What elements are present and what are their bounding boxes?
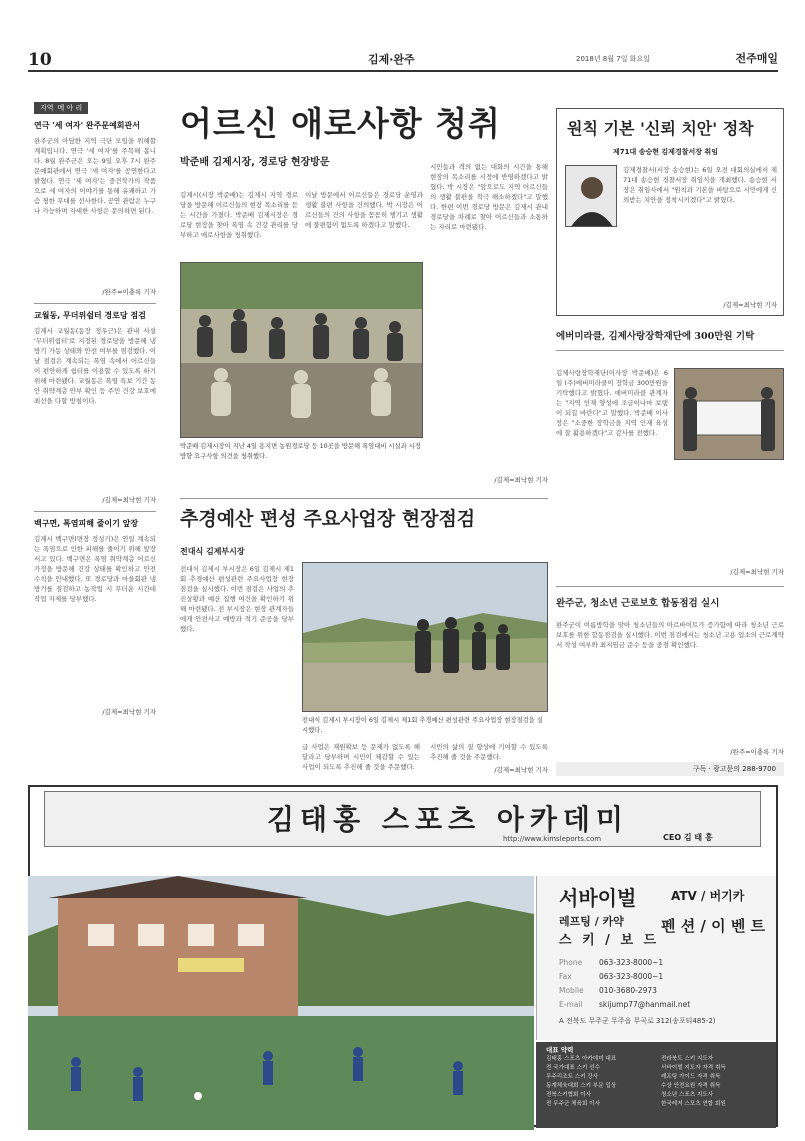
right-article <box>556 330 784 357</box>
career-item: 전 무주군 체육회 이사 <box>546 1101 600 1107</box>
career-column-b <box>661 1055 766 1109</box>
ad-rafting: 레프팅 / 카약 <box>559 915 624 928</box>
career-item: 무주리조트 스키 강사 <box>546 1074 599 1080</box>
ad-banner <box>44 791 761 847</box>
portrait-photo <box>565 165 617 227</box>
ad-fax: Fax 063-323-8000~1 <box>559 972 664 981</box>
article-body: 전대식 김제시 부시장은 6일 김제시 제1회 추경예산 편성관련 주요사업장 현장점검을 실시했다. 이번 점검은 사업의 추진상황과 예산 집행 여건을 확인하기 위해 마련됐다. 전 부시장은 현장 관계자들에게 안전사고 예방과 적기 준공을 당부했다. <box>180 565 294 633</box>
article-body: 김제경찰서(서장 송승현)는 6일 오전 대회의실에서 제71대 송승현 경찰서장 취임식을 개최했다. 송승현 서장은 취임사에서 "원칙과 기본을 바탕으로 시민에게 신뢰받는 치안을 정착시키겠다"고 밝혔다. <box>623 166 777 204</box>
memo-body: 완주군의 아담한 지역 극단 모임을 위해할 계획입니다. 연극 '세 여자'를 주목해 봅니다. 8월 완주군은 오는 9일 오후 7시 완주문예회관에서 연극 '세 여자'를 공연한다고 밝혔다. 연극 '세 여자'는 중견작가의 작품으로 세 여자의 이야기를 통해 유쾌하고 가슴 찡한 무대를 선사한다. 공연 관람은 누구나 가능하며 자세한 사항은 문의하면 된다. <box>34 136 156 215</box>
photo-caption: 박준배 김제시장이 지난 4일 용지면 농원경로당 등 10곳을 방문해 폭염대비 시설과 시정방향 요구사항 의견을 청취했다. <box>180 443 421 460</box>
career-item: 전북스키협회 이사 <box>546 1092 592 1098</box>
article-headline: 완주군, 청소년 근로보호 합동점검 실시 <box>556 598 720 609</box>
article-byline: /김제=최낙현 기자 <box>102 495 156 504</box>
portrait-police-chief <box>566 166 617 227</box>
police-chief-box <box>556 108 784 316</box>
article-byline: /완주=이충록 기자 <box>730 748 784 756</box>
photo-site-inspection <box>303 563 548 712</box>
ad-address: A 전북도 무주군 무주읍 무곡로 312(송포티485-2) <box>559 1017 716 1025</box>
article-headline: 에버미라클, 김제사랑장학재단에 300만원 기탁 <box>556 331 755 342</box>
ad-atv: ATV / 버기카 <box>671 889 745 903</box>
article-byline: /김제=최낙현 기자 <box>494 766 548 774</box>
news-photo <box>674 368 784 460</box>
ad-phone: Phone 063-323-8000~1 <box>559 958 664 967</box>
article-headline: 원칙 기본 '신뢰 치안' 정착 <box>567 119 754 138</box>
article-byline: /김제=최낙현 기자 <box>730 568 784 576</box>
ad-brand: 서바이벌 <box>559 886 637 910</box>
article-body: 김제시(시장 박준배)는 김제시 지역 경로당을 방문해 어르신들의 현장 목소리를 듣는 시간을 가졌다. 박준배 김제시장은 경로당 현장을 찾아 폭염 속 건강 관리를 당부하고 애로사항을 청취했다. <box>180 191 298 239</box>
article-body: 이날 방문에서 어르신들은 경로당 운영과 생활 불편 사항을 건의했다. 박 시장은 어르신들의 건의 사항을 꼼꼼히 챙기고 생활에 불편함이 없도록 하겠다고 말했다. <box>305 191 423 229</box>
article-body: 김제사랑장학재단(이사장 박준배)은 6일 (주)에버미라클이 장학금 300만원을 기탁했다고 밝혔다. 에버미라클 관계자는 "지역 인재 양성에 조금이나마 보탬이 되길 바란다"고 말했다. 박준배 이사장은 "소중한 장학금을 지역 인재 육성에 잘 활용하겠다"고 감사를 전했다. <box>556 369 668 437</box>
career-item: 전 국가대표 스키 선수 <box>546 1065 600 1071</box>
article-body: 완주군이 여름방학을 맞아 청소년들의 아르바이트가 증가함에 따라 청소년 근로보호를 위한 합동점검을 실시했다. 이번 점검에서는 청소년 고용 업소의 근로계약서 작성 여부와 최저임금 준수 등을 중점 확인했다. <box>556 621 784 649</box>
memo-byline: /완주=이충록 기자 <box>102 287 156 296</box>
career-item: 레프팅 가이드 자격 취득 <box>661 1074 721 1080</box>
article-body: 시민들과 격의 없는 대화의 시간을 통해 현장의 목소리를 시정에 반영하겠다고 밝혔다. 박 시장은 "앞으로도 지역 어르신들의 생활 불편을 적극 해소하겠다"고 말했다. 한편 이번 경로당 방문은 김제시 관내 경로당을 차례로 찾아 어르신들과 소통하는 자리로 마련됐다. <box>430 163 548 231</box>
ad-ceo: CEO 김 태 홍 <box>663 833 713 842</box>
ad-pension: 펜 션 / 이 벤 트 <box>661 917 766 935</box>
ad-photo <box>28 876 534 1130</box>
ad-contact-panel <box>536 876 776 1040</box>
article-headline: 백구면, 폭염피해 줄이기 앞장 <box>34 519 139 529</box>
article-body: 시민의 삶의 질 향상에 기여할 수 있도록 추진해 줄 것을 주문했다. <box>430 743 548 761</box>
ad-career-list <box>536 1042 776 1128</box>
career-item: 청소년 스포츠 지도사 <box>661 1092 714 1098</box>
paper-name: 전주매일 <box>735 52 778 65</box>
career-item: 수상 안전요원 자격 취득 <box>661 1083 721 1089</box>
career-item: 전라북도 스키 지도자 <box>661 1056 714 1062</box>
article-subhead: 제71대 송승현 김제경찰서장 취임 <box>613 148 718 156</box>
ad-list-heading: 대표 약력 <box>546 1046 574 1054</box>
ad-url[interactable]: http://www.kimsleports.com <box>503 835 602 843</box>
career-column-a <box>546 1055 651 1109</box>
article-body <box>674 466 784 566</box>
article-body: 급 사업은 재원확보 등 문제가 없도록 해 달라고 당부하며 시민이 체감할 수 있는 사업이 되도록 추진해 줄 것을 주문했다. <box>302 743 420 771</box>
article-body: 김제시 교월동(동장 정우근)은 관내 사설 '무더위쉼터'로 지정된 경로당을 방문해 냉방기 가동 상태와 안전 여부를 점검했다. 이날 점검은 계속되는 폭염 속에서 어르신들이 편안하게 쉼터를 이용할 수 있도록 하기 위해 마련됐다. 교월동은 폭염 특보 기간 동안 취약계층 안부 확인 등 주민 건강 보호에 최선을 다할 방침이다. <box>34 326 156 405</box>
issue-date: 2018년 8월 7일 화요일 <box>576 55 650 63</box>
main-headline: 어르신 애로사항 청취 <box>180 104 501 143</box>
main-subhead: 박준배 김제시장, 경로당 현장방문 <box>180 157 330 168</box>
section-title: 김제·완주 <box>368 53 415 66</box>
ad-email[interactable]: E-mail skijump77@hanmail.net <box>559 1000 691 1009</box>
page-number: 10 <box>28 50 52 70</box>
page-header <box>28 46 778 72</box>
article-byline: /김제=최낙현 기자 <box>723 301 777 309</box>
career-item: 김태홍 스포츠 아카데미 대표 <box>546 1056 617 1062</box>
career-item: 한국레저 스포츠 연합 회원 <box>661 1101 726 1107</box>
ad-title: 김태홍 스포츠 아카데미 <box>267 803 629 836</box>
article-headline: 교월동, 무더위쉼터 경로당 점검 <box>34 311 146 321</box>
article-body: 김제시 백구면(면장 정성기)은 연일 계속되는 폭염으로 인한 피해를 줄이기 위해 앞장서고 있다. 백구면은 폭염 취약계층 어르신 가정을 방문해 건강 상태를 확인하고 안전수칙을 안내했다. 또 경로당과 마을회관 냉방기를 점검하고 농작업 시 무더운 시간대 작업 자제를 당부했다. <box>34 534 156 603</box>
article-byline: /김제=최낙현 기자 <box>102 707 156 716</box>
career-item: 서바이벌 지도자 자격 취득 <box>661 1065 726 1071</box>
ad-mobile: Mobile 010-3680-2973 <box>559 986 657 995</box>
article-byline: /김제=최낙현 기자 <box>494 476 548 484</box>
photo-sports-academy <box>28 876 534 1130</box>
news-photo <box>180 262 423 438</box>
news-photo <box>302 562 548 712</box>
photo-elders-meeting <box>181 263 423 438</box>
subscription-notice: 구독 · 광고문의 288-9700 <box>556 762 784 776</box>
right-article <box>556 586 784 611</box>
photo-caption: 전대식 김제시 부시장이 6일 김제시 제1회 추경예산 편성관련 주요사업장 현장점검을 실시했다. <box>302 717 543 734</box>
memo-headline: 연극 '세 여자' 완주문예회관서 <box>34 121 140 131</box>
photo-scholarship-donation <box>675 369 784 460</box>
article-headline: 추경예산 편성 주요사업장 현장점검 <box>180 508 476 530</box>
article-subhead: 전대식 김제부시장 <box>180 547 245 556</box>
memo-tag: 지역 메 아 리 <box>34 102 88 114</box>
ad-ski: 스 키 / 보 드 <box>559 933 660 948</box>
left-column <box>34 102 156 717</box>
career-item: 동계체육대회 스키 부문 입상 <box>546 1083 617 1089</box>
